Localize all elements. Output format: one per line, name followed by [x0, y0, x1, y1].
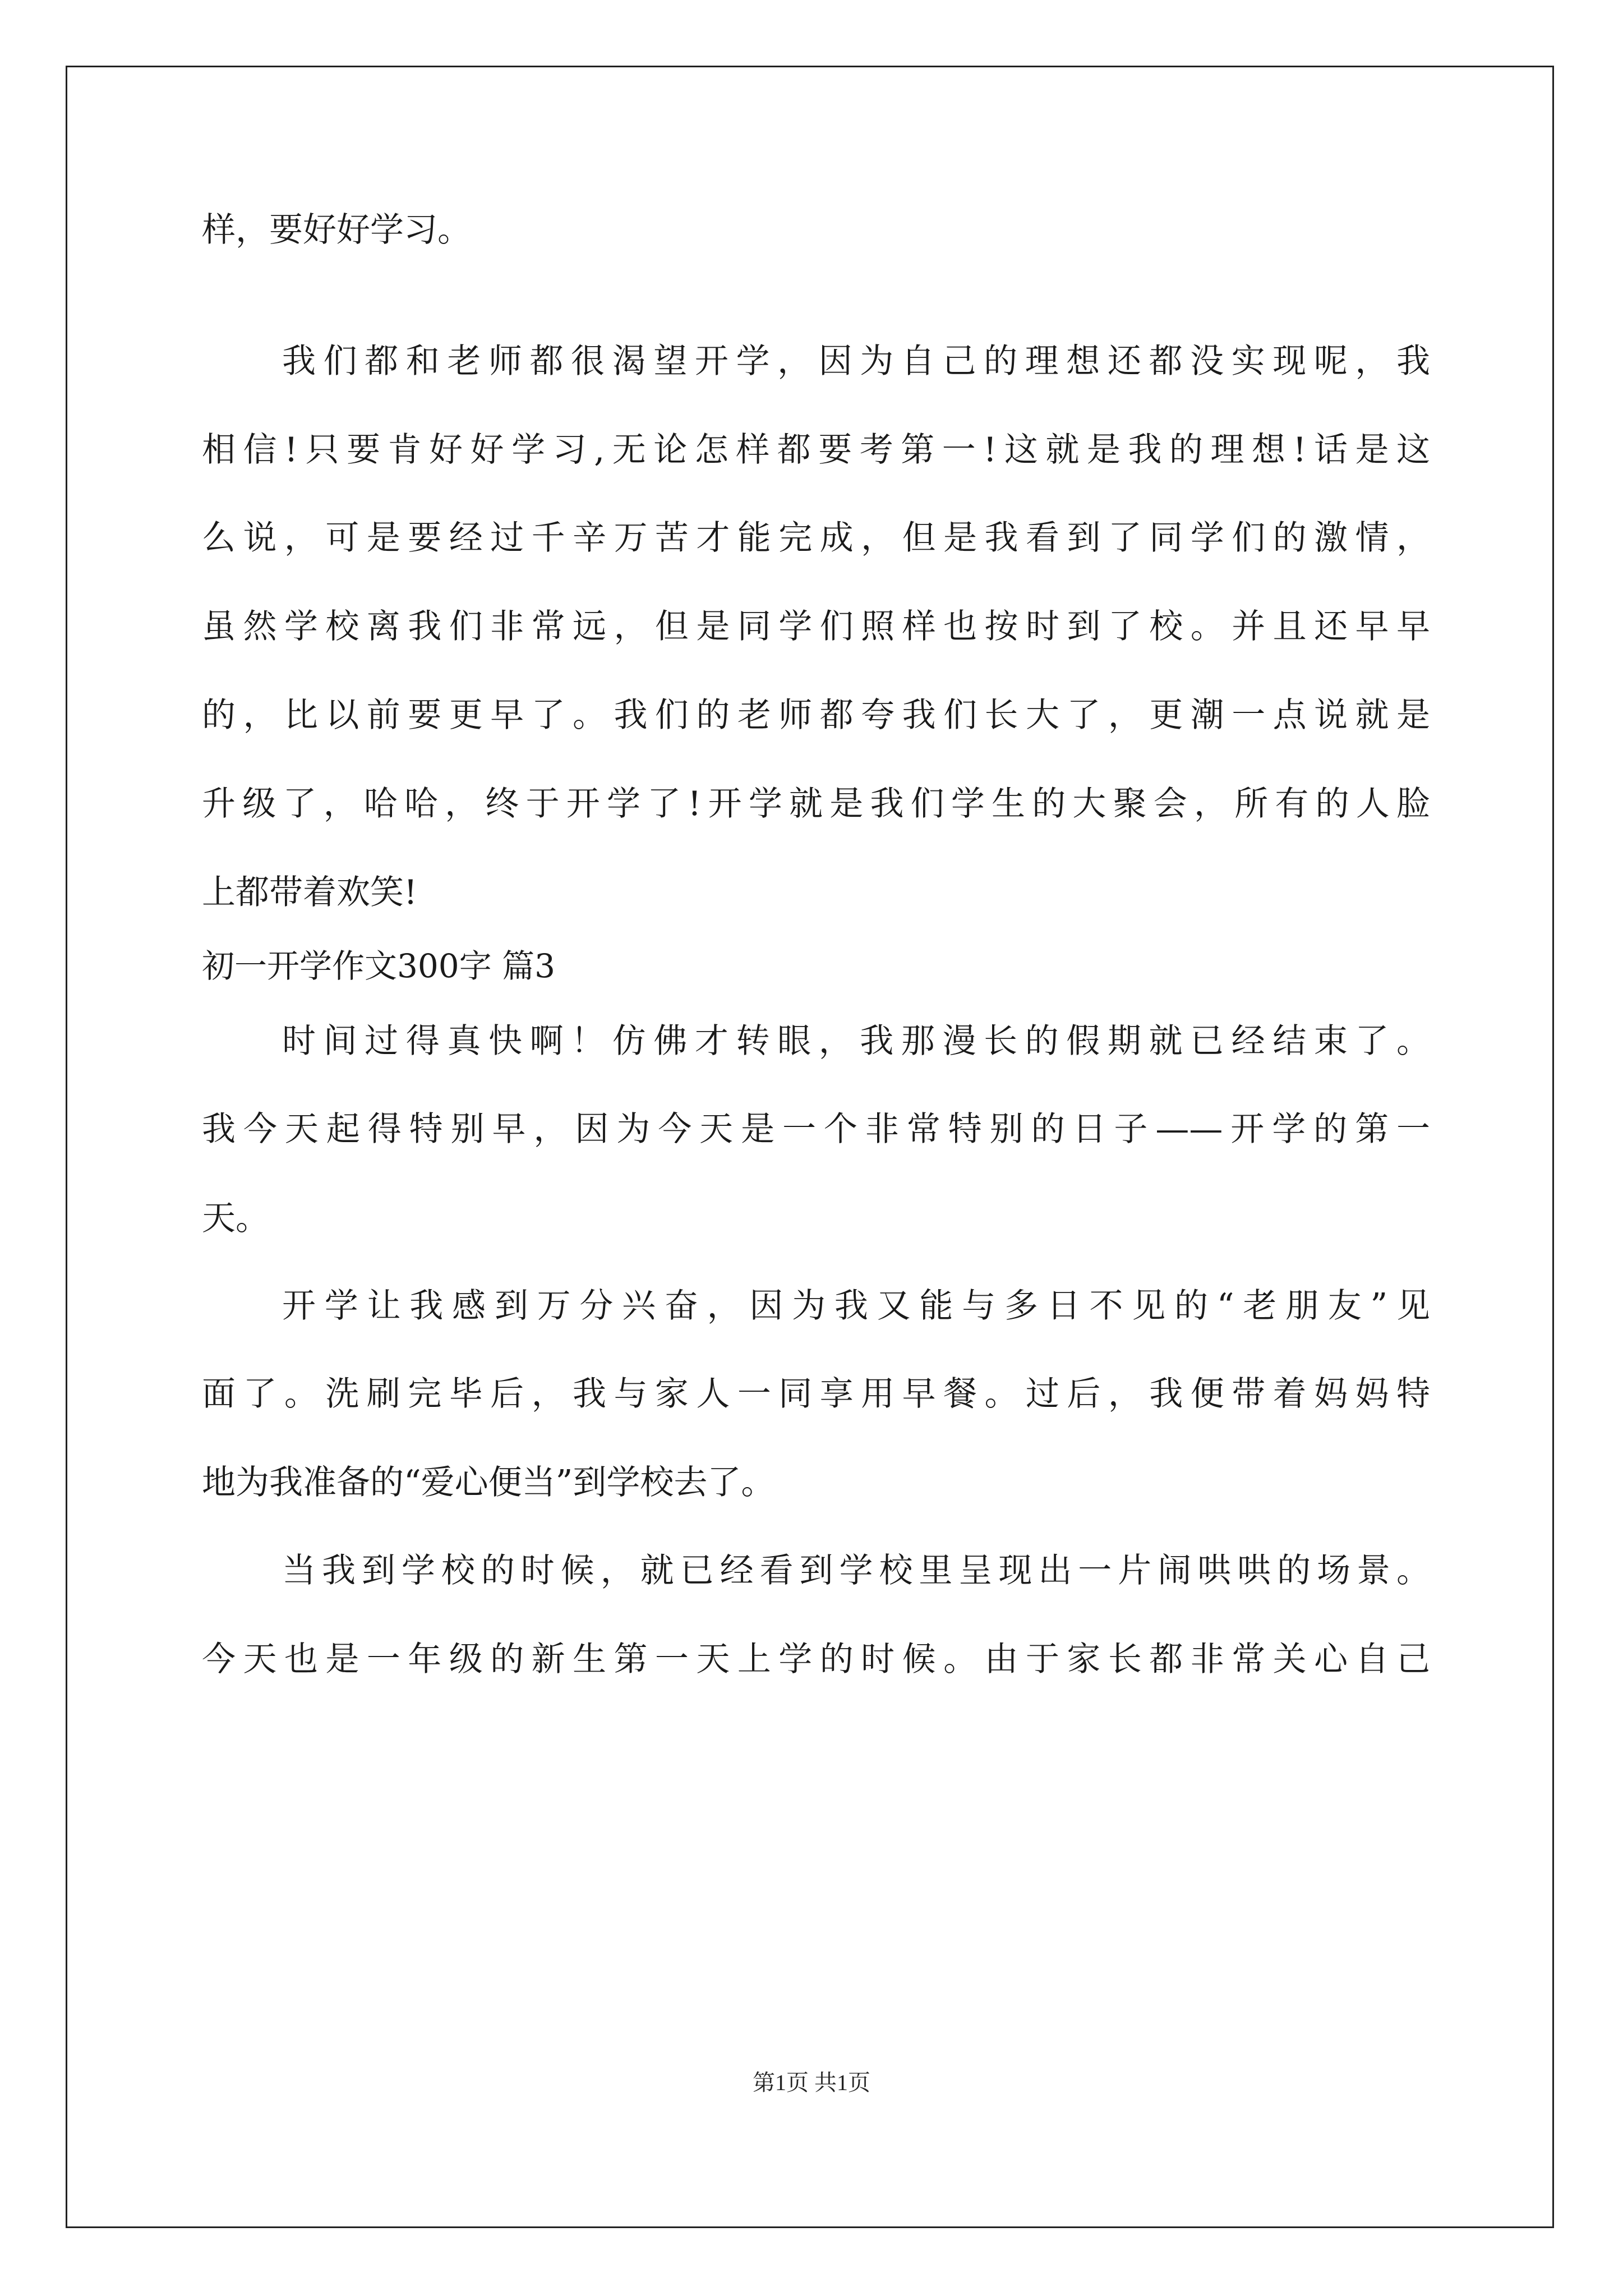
- text-line: 相信!只要肯好好学习,无论怎样都要考第一!这就是我的理想!话是这: [202, 430, 1430, 470]
- text-line: 地为我准备的“爱心便当”到学校去了。: [202, 1463, 775, 1502]
- text-line: 天。: [202, 1199, 269, 1238]
- text-line: 样，要好好学习。: [202, 210, 471, 250]
- text-line: 么说，可是要经过千辛万苦才能完成，但是我看到了同学们的激情，: [202, 518, 1430, 558]
- paragraph-first-line: 我们都和老师都很渴望开学，因为自己的理想还都没实现呢，我: [282, 342, 1430, 381]
- page-footer: 第1页 共1页: [753, 2070, 870, 2095]
- text-line: 上都带着欢笑!: [202, 873, 418, 912]
- paragraph-first-line: 当我到学校的时候，就已经看到学校里呈现出一片闹哄哄的场景。: [282, 1551, 1430, 1590]
- text-line: 今天也是一年级的新生第一天上学的时候。由于家长都非常关心自己: [202, 1640, 1430, 1679]
- text-line: 我今天起得特别早，因为今天是一个非常特别的日子——开学的第一: [202, 1110, 1430, 1149]
- text-line: 虽然学校离我们非常远，但是同学们照样也按时到了校。并且还早早: [202, 607, 1430, 646]
- text-line: 面了。洗刷完毕后，我与家人一同享用早餐。过后，我便带着妈妈特: [202, 1374, 1430, 1414]
- text-line: 的，比以前要更早了。我们的老师都夸我们长大了，更潮一点说就是: [202, 696, 1430, 735]
- paragraph-first-line: 开学让我感到万分兴奋，因为我又能与多日不见的“老朋友”见: [282, 1286, 1430, 1326]
- text-line: 升级了，哈哈，终于开学了!开学就是我们学生的大聚会，所有的人脸: [202, 784, 1430, 823]
- section-heading: 初一开学作文300字 篇3: [202, 947, 556, 985]
- paragraph-first-line: 时间过得真快啊！仿佛才转眼，我那漫长的假期就已经结束了。: [282, 1022, 1430, 1061]
